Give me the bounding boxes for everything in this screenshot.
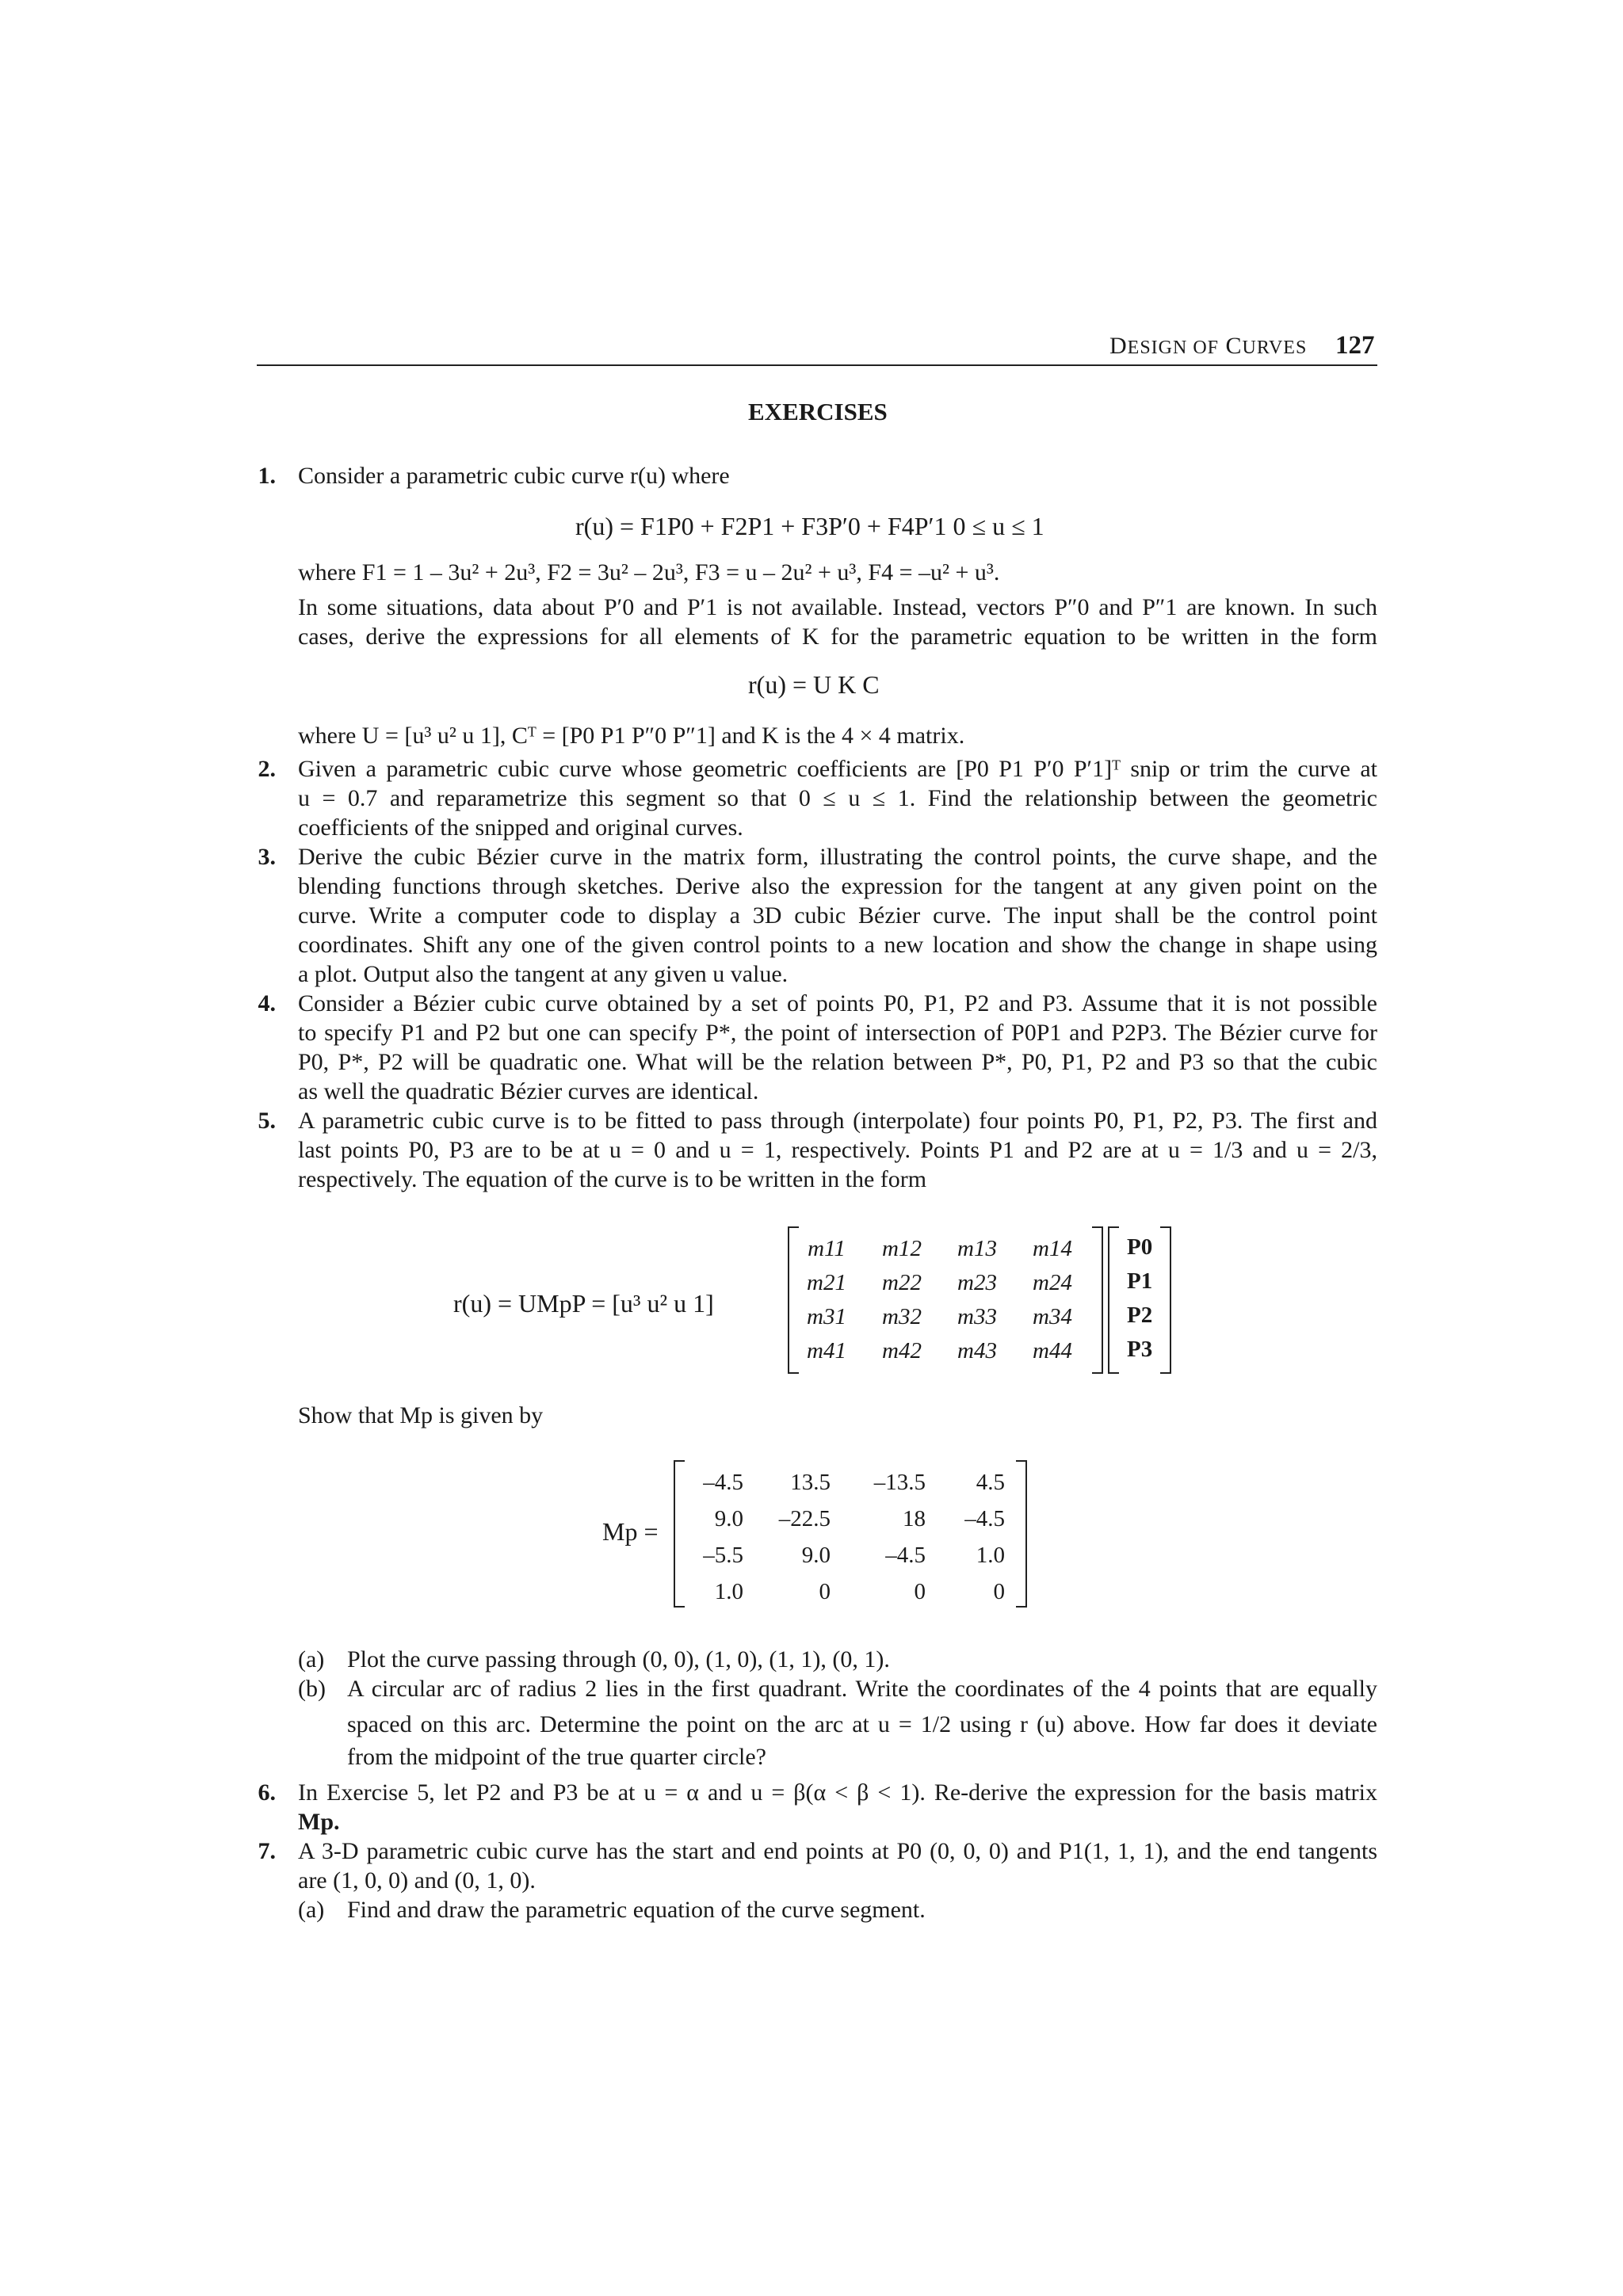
- exercise-7-line-1: A 3-D parametric cubic curve has the start and end points at P0 (0, 0, 0) and P1(1, 1, 1), and the end tangents: [298, 1838, 1377, 1864]
- exercise-2-body: [298, 754, 1377, 842]
- exercise-6-line-1: In Exercise 5, let P2 and P3 be at u = α and u = β(α < β < 1). Re-derive the expression for the basis matrix: [298, 1779, 1377, 1806]
- exercise-6-line-2: Mp.: [298, 1809, 340, 1835]
- exercise-4-line: to specify P1 and P2 but one can specify P*, the point of intersection of P0P1 and P2P3. The Bézier curve for: [298, 1020, 1377, 1046]
- mp-entry: 0: [993, 1579, 1005, 1604]
- mp-entry: –22.5: [778, 1506, 831, 1531]
- mp-entry: 1.0: [976, 1543, 1005, 1568]
- exercise-5-line: last points P0, P3 are to be at u = 0 and u = 1, respectively. Points P1 and P2 are at u = 1/3 and u = 2/3,: [298, 1137, 1377, 1163]
- p-vector-entry: P1: [1127, 1268, 1153, 1294]
- m-entry: m23: [957, 1270, 997, 1295]
- m-entry: m34: [1033, 1304, 1072, 1329]
- mp-entry: 18: [903, 1506, 926, 1531]
- exercise-3-body: [298, 842, 1377, 989]
- exercise-4-line: P0, P*, P2 will be quadratic one. What will be the relation between P*, P0, P1, P2 and P3 so that the cubic: [298, 1049, 1377, 1075]
- exercise-2-line-2: u = 0.7 and reparametrize this segment so that 0 ≤ u ≤ 1. Find the relationship between the geometric: [298, 785, 1377, 811]
- exercise-1-line-1: In some situations, data about P′0 and P′1 is not available. Instead, vectors P″0 and P″1 are known. In such: [298, 594, 1377, 620]
- m-entry: m44: [1033, 1338, 1072, 1363]
- exercise-1-number: 1.: [258, 463, 276, 489]
- exercise-4-number: 4.: [258, 990, 276, 1016]
- exercise-5-part-b: [347, 1674, 1377, 1772]
- exercise-7-part-a-label: (a): [298, 1897, 325, 1923]
- exercise-4-line: Consider a Bézier cubic curve obtained by a set of points P0, P1, P2 and P3. Assume that it is not possible: [298, 990, 1377, 1016]
- running-title: DESIGN OF CURVES: [1109, 333, 1308, 359]
- m-entry: m11: [808, 1236, 846, 1261]
- exercise-7-number: 7.: [258, 1838, 276, 1864]
- header-rule: [257, 364, 1377, 366]
- mp-label: Mp =: [602, 1517, 659, 1546]
- mp-entry: –13.5: [873, 1470, 926, 1495]
- exercise-4-body: [298, 989, 1377, 1106]
- mp-entry: 0: [914, 1579, 926, 1604]
- exercise-1-equation: r(u) = F1P0 + F2P1 + F3P′0 + F4P′1 0 ≤ u ≤ 1: [575, 512, 1044, 540]
- mp-entry: –5.5: [703, 1543, 743, 1568]
- m-entry: m43: [957, 1338, 997, 1363]
- mp-entry: 4.5: [976, 1470, 1005, 1495]
- exercise-6-body: [298, 1778, 1377, 1836]
- m-entry: m21: [807, 1270, 846, 1295]
- m-matrix-right-bracket: [1092, 1226, 1103, 1374]
- mp-entry: 9.0: [801, 1543, 831, 1568]
- mp-entry: 9.0: [714, 1506, 743, 1531]
- exercise-5-body: [298, 1106, 1377, 1194]
- m-entry: m42: [882, 1338, 922, 1363]
- exercise-5-show-line: Show that Mp is given by: [298, 1402, 544, 1428]
- exercise-5-line: A parametric cubic curve is to be fitted to pass through (interpolate) four points P0, P1, P2, P3. The first and: [298, 1108, 1377, 1134]
- exercise-5-part-a: Plot the curve passing through (0, 0), (1, 0), (1, 1), (0, 1).: [347, 1646, 890, 1672]
- mp-entry: –4.5: [703, 1470, 743, 1495]
- exercise-1-body: [298, 593, 1377, 651]
- exercise-2-line-1: Given a parametric cubic curve whose geometric coefficients are [P0 P1 P′0 P′1]ᵀ snip or trim the curve at: [298, 756, 1377, 782]
- p-vector-entry: P2: [1127, 1302, 1153, 1328]
- exercise-5-part-b-line: A circular arc of radius 2 lies in the first quadrant. Write the coordinates of the 4 points that are equally: [347, 1676, 1377, 1702]
- mp-entry: 0: [819, 1579, 831, 1604]
- m-entry: m22: [882, 1270, 922, 1295]
- m-entry: m14: [1033, 1236, 1072, 1261]
- m-entry: m41: [807, 1338, 846, 1363]
- exercise-1-closing: where U = [u³ u² u 1], Cᵀ = [P0 P1 P″0 P″1] and K is the 4 × 4 matrix.: [298, 723, 965, 749]
- exercise-7-body: [298, 1836, 1377, 1895]
- exercise-3-line: a plot. Output also the tangent at any given u value.: [298, 961, 789, 987]
- exercise-4-line: as well the quadratic Bézier curves are identical.: [298, 1078, 759, 1104]
- exercise-5-line: respectively. The equation of the curve is to be written in the form: [298, 1166, 927, 1192]
- exercise-5-part-b-line: from the midpoint of the true quarter circle?: [347, 1744, 766, 1770]
- exercise-3-line: Derive the cubic Bézier curve in the matrix form, illustrating the control points, the curve shape, and the: [298, 844, 1377, 870]
- p-vector-left-bracket: [1108, 1226, 1119, 1374]
- exercise-6-number: 6.: [258, 1779, 276, 1806]
- mp-entry: 13.5: [790, 1470, 831, 1495]
- mp-entry: –4.5: [885, 1543, 926, 1568]
- exercise-3-line: blending functions through sketches. Derive also the expression for the tangent at any given point on the: [298, 873, 1377, 899]
- exercise-1-form-equation: r(u) = U K C: [748, 670, 880, 699]
- exercise-5-part-b-line: spaced on this arc. Determine the point on the arc at u = 1/2 using r (u) above. How far does it deviate: [347, 1711, 1377, 1737]
- mp-right-bracket: [1016, 1460, 1027, 1608]
- exercise-3-line: curve. Write a computer code to display a 3D cubic Bézier curve. The input shall be the control point: [298, 902, 1377, 929]
- section-title: EXERCISES: [748, 398, 888, 425]
- m-entry: m33: [957, 1304, 997, 1329]
- exercise-1-line-2: cases, derive the expressions for all elements of K for the parametric equation to be written in the form: [298, 624, 1377, 650]
- exercise-7-line-2: are (1, 0, 0) and (0, 1, 0).: [298, 1867, 536, 1894]
- matrix-equation-lhs: r(u) = UMpP = [u³ u² u 1]: [453, 1289, 714, 1318]
- exercise-1-where-line: where F1 = 1 – 3u² + 2u³, F2 = 3u² – 2u³, F3 = u – 2u² + u³, F4 = –u² + u³.: [298, 559, 1000, 585]
- m-entry: m13: [957, 1236, 997, 1261]
- p-vector-right-bracket: [1160, 1226, 1171, 1374]
- exercise-3-number: 3.: [258, 844, 276, 870]
- exercise-7-part-a: Find and draw the parametric equation of the curve segment.: [347, 1897, 926, 1923]
- mp-entry: –4.5: [964, 1506, 1005, 1531]
- p-vector-entry: P0: [1127, 1234, 1153, 1260]
- exercise-2-number: 2.: [258, 756, 276, 782]
- m-entry: m31: [807, 1304, 846, 1329]
- mp-entry: 1.0: [714, 1579, 743, 1604]
- m-entry: m12: [882, 1236, 922, 1261]
- exercise-5-part-a-label: (a): [298, 1646, 325, 1672]
- exercise-1-intro: Consider a parametric cubic curve r(u) where: [298, 463, 730, 489]
- m-entry: m32: [882, 1304, 922, 1329]
- exercise-5-number: 5.: [258, 1108, 276, 1134]
- page-number: 127: [1335, 331, 1375, 360]
- m-entry: m24: [1033, 1270, 1072, 1295]
- exercise-3-line: coordinates. Shift any one of the given control points to a new location and show the change in shape using: [298, 932, 1377, 958]
- p-vector-entry: P3: [1127, 1337, 1153, 1362]
- exercise-5-part-b-label: (b): [298, 1676, 326, 1702]
- exercise-2-line-3: coefficients of the snipped and original curves.: [298, 814, 743, 841]
